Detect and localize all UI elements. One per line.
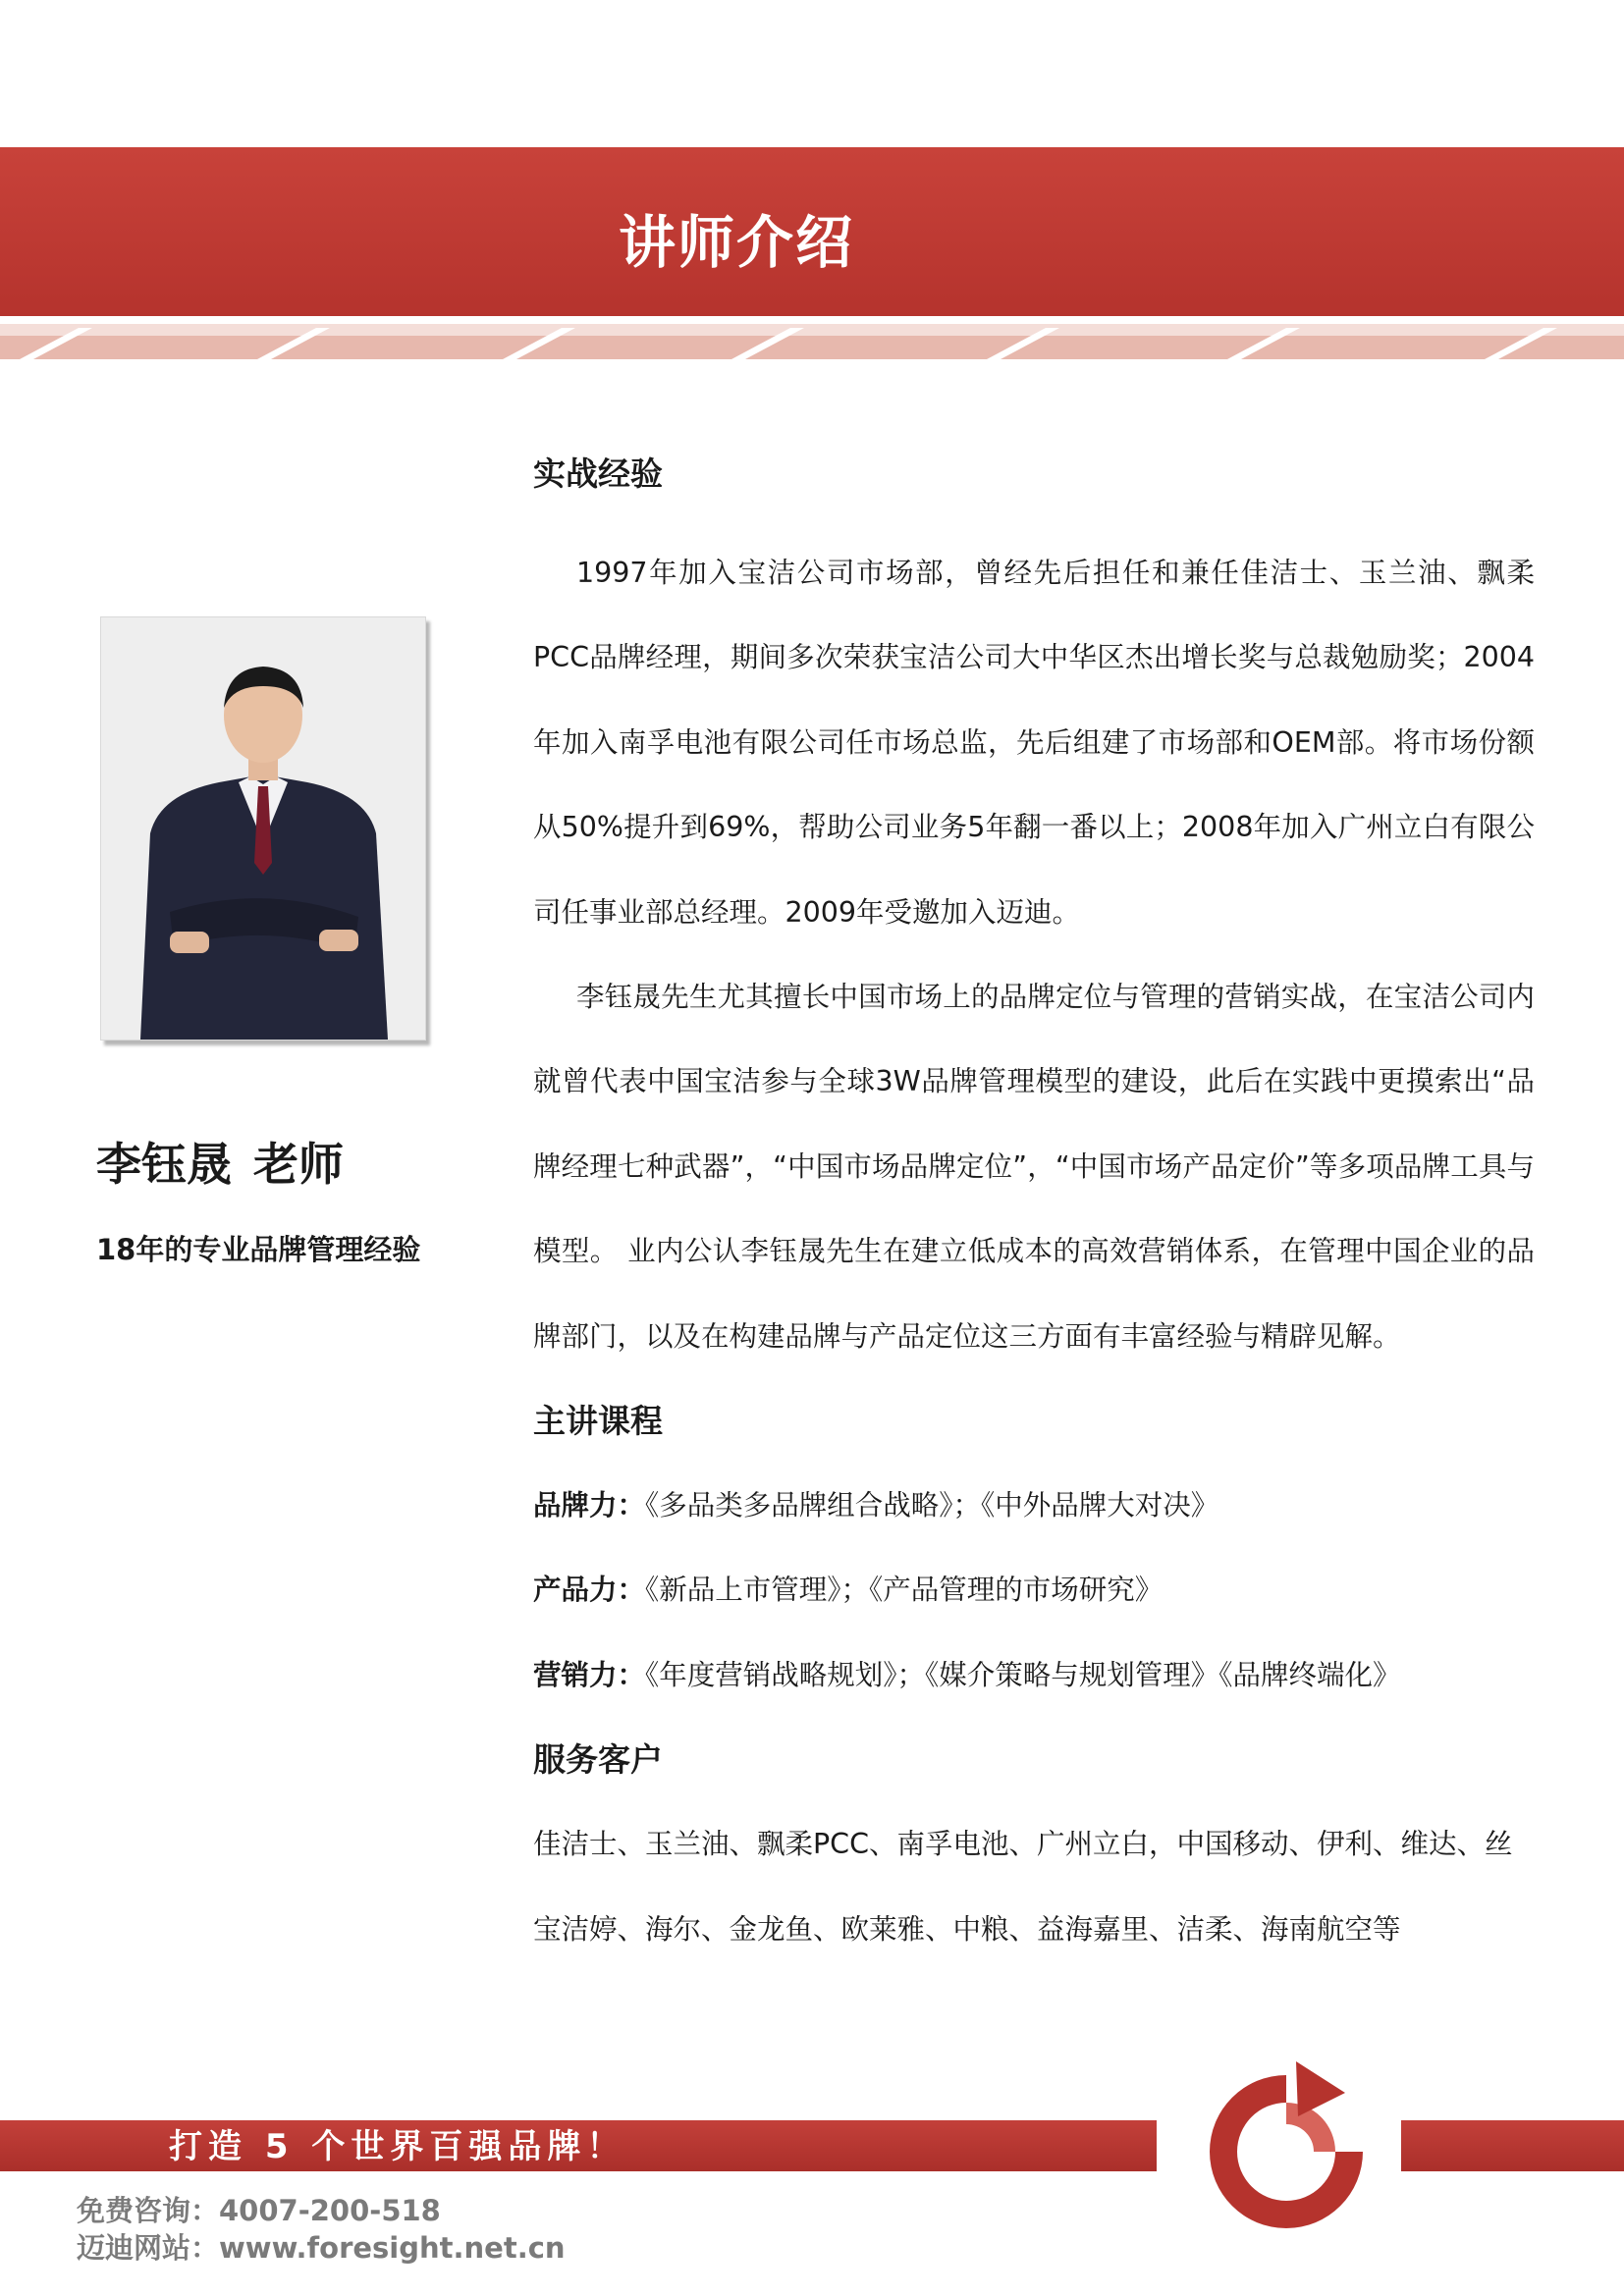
course-line — [533, 1633, 1535, 1718]
course-titles: 《年度营销战略规划》；《媒介策略与规划管理》《品牌终端化》 — [645, 1658, 1401, 1691]
section-heading-experience: 实战经验 — [533, 454, 663, 493]
section-heading-courses: 主讲课程 — [533, 1402, 663, 1441]
brand-logo-icon — [1188, 2054, 1384, 2250]
teacher-honorific: 老师 — [253, 1138, 344, 1191]
section-heading-clients: 服务客户 — [533, 1740, 663, 1780]
teacher-photo — [100, 616, 426, 1041]
course-line — [533, 1548, 1535, 1632]
experience-paragraph-2: 李钰晟先生尤其擅长中国市场上的品牌定位与管理的营销实战，在宝洁公司内就曾代表中国宝洁参与全球3W品牌管理模型的建设，此后在实践中更摸索出“品牌经理七种武器”，“中国市场品牌定位”，“中国市场产品定价”等多项品牌工具与模型。 业内公认李钰晟先生在建立低成本的高效营销体系，在管理中国企业的品牌部门，以及在构建品牌与产品定位这三方面有丰富经验与精辟见解。 — [533, 981, 1535, 1353]
footer-slogan: 打造 5 个世界百强品牌！ — [169, 2127, 626, 2166]
footer-bar-right — [1401, 2120, 1624, 2171]
teacher-name — [96, 1137, 344, 1192]
footer-consult: 免费咨询：4007-200-518 — [77, 2194, 441, 2227]
course-titles: 《新品上市管理》；《产品管理的市场研究》 — [645, 1574, 1164, 1607]
course-titles: 《多品类多品牌组合战略》；《中外品牌大对决》 — [645, 1489, 1219, 1522]
experience-paragraph-1: 1997年加入宝洁公司市场部，曾经先后担任和兼任佳洁士、玉兰油、飘柔PCC品牌经理，期间多次荣获宝洁公司大中华区杰出增长奖与总裁勉励奖；2004年加入南孚电池有限公司任市场总监，先后组建了市场部和OEM部。将市场份额从50%提升到69%，帮助公司业务5年翻一番以上；2008年加入广州立白有限公司任事业部总经理。2009年受邀加入迈迪。 — [533, 557, 1535, 929]
teacher-experience: 18年的专业品牌管理经验 — [96, 1233, 421, 1266]
course-label: 产品力： — [533, 1574, 646, 1607]
clients-line-2: 宝洁婷、海尔、金龙鱼、欧莱雅、中粮、益海嘉里、洁柔、海南航空等 — [533, 1912, 1401, 1946]
course-line — [533, 1464, 1535, 1548]
portrait-illustration — [101, 617, 425, 1040]
clients-line-1: 佳洁士、玉兰油、飘柔PCC、南孚电池、广州立白，中国移动、伊利、维达、丝 — [533, 1828, 1513, 1861]
course-label: 品牌力： — [533, 1489, 646, 1522]
page-title: 讲师介绍 — [618, 209, 854, 276]
main-content — [533, 447, 1535, 1972]
course-label: 营销力： — [533, 1658, 646, 1691]
footer-website-link[interactable]: 迈迪网站：www.foresight.net.cn — [77, 2231, 566, 2265]
teacher-name-text: 李钰晟 — [96, 1138, 232, 1191]
header-stripes — [0, 324, 1624, 359]
